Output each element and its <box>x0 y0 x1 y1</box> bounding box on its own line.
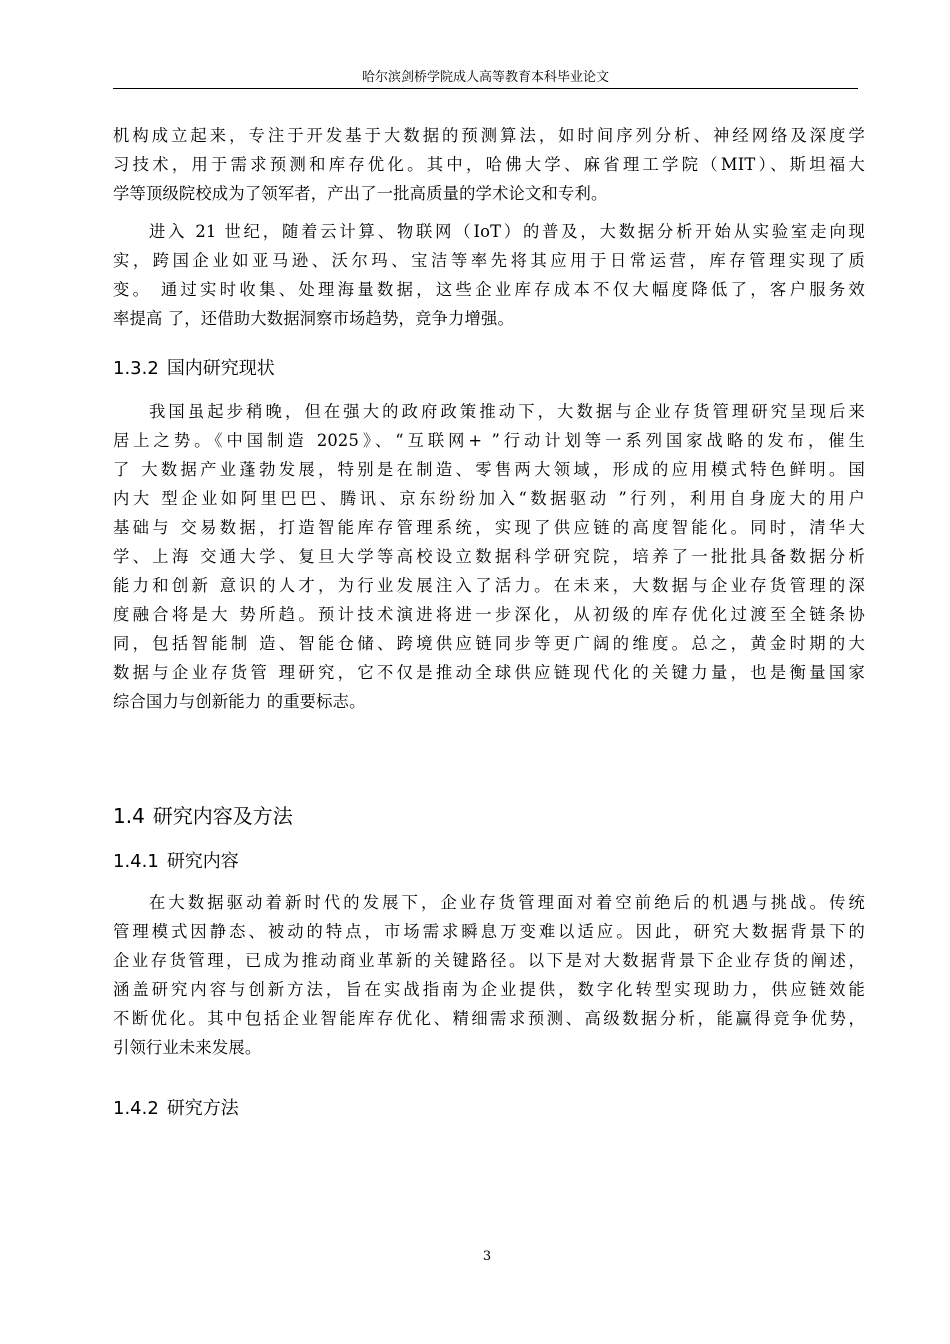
text-line: 度融合将是大 势所趋。预计技术演进将进一步深化，从初级的库存优化过渡至全链条协 <box>113 605 865 624</box>
paragraph-international-research <box>113 121 865 208</box>
section-title: 国内研究现状 <box>166 358 275 379</box>
paragraph-21st-century <box>113 217 865 333</box>
text-line: 企业存货管理，已成为推动商业革新的关键路径。以下是对大数据背景下企业存货的阐述， <box>113 951 865 970</box>
paragraph-research-content <box>113 888 865 1062</box>
section-number: 1.4 <box>113 804 145 828</box>
paragraph-domestic-research <box>113 397 865 716</box>
text-line: 能力和创新 意识的人才，为行业发展注入了活力。在未来，大数据与企业存货管理的深 <box>113 576 865 595</box>
text-line: 习技术，用于需求预测和库存优化。其中，哈佛大学、麻省理工学院（MIT）、斯坦福大 <box>113 155 865 174</box>
text-line: 涵盖研究内容与创新方法，旨在实战指南为企业提供，数字化转型实现助力，供应链效能 <box>113 980 865 999</box>
text-line: 在大数据驱动着新时代的发展下，企业存货管理面对着空前绝后的机遇与挑战。传统 <box>149 893 865 912</box>
text-line: 进入 21 世纪，随着云计算、物联网（IoT）的普及，大数据分析开始从实验室走向现 <box>149 222 865 241</box>
running-header: 哈尔滨剑桥学院成人高等教育本科毕业论文 <box>361 70 609 85</box>
text-line: 变。 通过实时收集、处理海量数据，这些企业库存成本不仅大幅度降低了，客户服务效 <box>113 280 865 299</box>
text-line: 居上之势。《中国制造 2025》、“互联网+ ”行动计划等一系列国家战略的发布，催生 <box>113 431 865 450</box>
text-line: 了 大数据产业蓬勃发展，特别是在制造、零售两大领域，形成的应用模式特色鲜明。国 <box>113 460 865 479</box>
text-line: 综合国力与创新能力 的重要标志。 <box>113 692 366 711</box>
text-line: 率提高 了，还借助大数据洞察市场趋势，竞争力增强。 <box>113 309 514 328</box>
page-number: 3 <box>482 1249 492 1264</box>
section-heading-1-3-2 <box>113 357 275 381</box>
text-line: 管理模式因静态、被动的特点，市场需求瞬息万变难以适应。因此，研究大数据背景下的 <box>113 922 865 941</box>
text-line: 内大 型企业如阿里巴巴、腾讯、京东纷纷加入“数据驱动 ”行列，利用自身庞大的用户 <box>113 489 865 508</box>
section-title: 研究内容及方法 <box>152 804 293 828</box>
text-line: 学等顶级院校成为了领军者，产出了一批高质量的学术论文和专利。 <box>113 184 608 203</box>
text-line: 不断优化。其中包括企业智能库存优化、精细需求预测、高级数据分析，能赢得竞争优势， <box>113 1009 865 1028</box>
text-line: 数据与企业存货管 理研究，它不仅是推动全球供应链现代化的关键力量，也是衡量国家 <box>113 663 865 682</box>
text-line: 学、上海 交通大学、复旦大学等高校设立数据科学研究院，培养了一批批具备数据分析 <box>113 547 865 566</box>
text-line: 实，跨国企业如亚马逊、沃尔玛、宝洁等率先将其应用于日常运营，库存管理实现了质 <box>113 251 865 270</box>
section-title: 研究内容 <box>166 851 239 872</box>
section-title: 研究方法 <box>166 1098 239 1119</box>
section-number: 1.4.2 <box>113 1098 159 1119</box>
text-line: 同，包括智能制 造、智能仓储、跨境供应链同步等更广阔的维度。总之，黄金时期的大 <box>113 634 865 653</box>
section-number: 1.3.2 <box>113 358 159 379</box>
section-heading-1-4 <box>113 803 293 829</box>
section-heading-1-4-1 <box>113 850 239 874</box>
text-line: 基础与 交易数据，打造智能库存管理系统，实现了供应链的高度智能化。同时，清华大 <box>113 518 865 537</box>
text-line: 引领行业未来发展。 <box>113 1038 262 1057</box>
section-heading-1-4-2 <box>113 1097 239 1121</box>
text-line: 我国虽起步稍晚，但在强大的政府政策推动下，大数据与企业存货管理研究呈现后来 <box>149 402 865 421</box>
header-rule <box>113 88 858 89</box>
section-number: 1.4.1 <box>113 851 159 872</box>
text-line: 机构成立起来，专注于开发基于大数据的预测算法，如时间序列分析、神经网络及深度学 <box>113 126 865 145</box>
